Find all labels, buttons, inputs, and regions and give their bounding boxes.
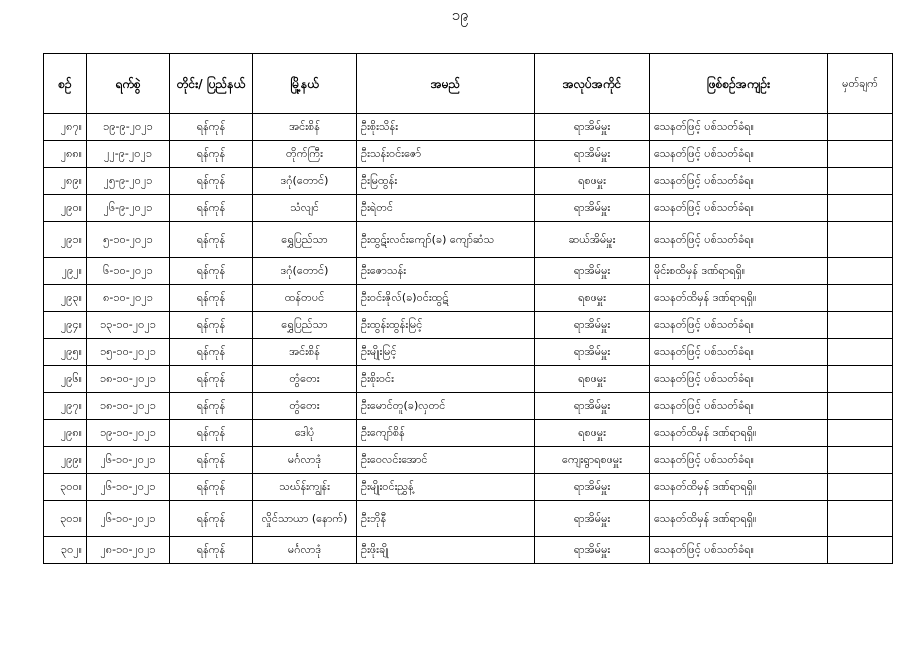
cell-no: ၂၉၃။ — [44, 285, 87, 312]
cell-name: ဦးဇောသန်း — [357, 258, 535, 285]
cell-remarks — [828, 501, 893, 537]
cell-no: ၂၉၆။ — [44, 366, 87, 393]
cell-region: ရန်ကုန် — [170, 393, 253, 420]
cell-name: ဦးသန်းဝင်းဇော် — [357, 141, 535, 168]
cell-remarks — [828, 537, 893, 564]
cell-township: မင်္ဂလာဒုံ — [253, 537, 357, 564]
header-row — [44, 54, 893, 114]
cell-remarks — [828, 222, 893, 258]
table-row — [44, 141, 893, 168]
cell-date: ၁၈-၁၀-၂၀၂၁ — [87, 366, 170, 393]
cell-occupation: ရာအိမ်မှူး — [535, 141, 650, 168]
cell-region: ရန်ကုန် — [170, 447, 253, 474]
cell-date: ၂၆-၉-၂၀၂၁ — [87, 195, 170, 222]
cell-township: ရွှေပြည်သာ — [253, 222, 357, 258]
cell-occupation: ရစဖမှူး — [535, 285, 650, 312]
cell-no: ၃၀၀။ — [44, 474, 87, 501]
cell-region: ရန်ကုန် — [170, 537, 253, 564]
cell-region: ရန်ကုန် — [170, 366, 253, 393]
table-row — [44, 393, 893, 420]
cell-no: ၂၉၅။ — [44, 339, 87, 366]
table-row — [44, 258, 893, 285]
cell-region: ရန်ကုန် — [170, 222, 253, 258]
cell-name: ဦးမောင်တူ(ခ)လှတင် — [357, 393, 535, 420]
cell-region: ရန်ကုန် — [170, 195, 253, 222]
page-number: ၁၉ — [451, 6, 469, 24]
cell-remarks — [828, 312, 893, 339]
cell-date: ၂၆-၁၀-၂၀၂၁ — [87, 501, 170, 537]
cell-no: ၂၉၁။ — [44, 222, 87, 258]
cell-name: ဦးဝေလင်းအောင် — [357, 447, 535, 474]
cell-remarks — [828, 141, 893, 168]
cell-no: ၃၀၁။ — [44, 501, 87, 537]
cell-remarks — [828, 285, 893, 312]
cell-region: ရန်ကုန် — [170, 501, 253, 537]
cell-status: သေနတ်ဖြင့် ပစ်သတ်ခံရ။ — [650, 339, 828, 366]
table-row — [44, 420, 893, 447]
cell-no: ၂၈၉။ — [44, 168, 87, 195]
cell-date: ၁၉-၁၀-၂၀၂၁ — [87, 420, 170, 447]
table-row — [44, 312, 893, 339]
cell-no: ၂၉၇။ — [44, 393, 87, 420]
cell-date: ၁၉-၉-၂၀၂၁ — [87, 114, 170, 141]
cell-remarks — [828, 168, 893, 195]
cell-date: ၂၈-၁၀-၂၀၂၁ — [87, 537, 170, 564]
cell-date: ၁၅-၁၀-၂၀၂၁ — [87, 339, 170, 366]
cell-status: သေနတ်ထိမှန် ဒဏ်ရာရရှိ။ — [650, 420, 828, 447]
cell-status: သေနတ်ထိမှန် ဒဏ်ရာရရှိ။ — [650, 501, 828, 537]
cell-name: ဦးဘိုနီ — [357, 501, 535, 537]
cell-name: ဦးမျိုးမြင့် — [357, 339, 535, 366]
table-body — [44, 114, 893, 564]
cell-township: ဒဂုံ(တောင်) — [253, 168, 357, 195]
cell-township: ထန်တပင် — [253, 285, 357, 312]
cell-no: ၂၉၉။ — [44, 447, 87, 474]
cell-name: ဦးစိုးဝင်း — [357, 366, 535, 393]
cell-date: ၂၂-၉-၂၀၂၁ — [87, 141, 170, 168]
cell-status: သေနတ်ဖြင့် ပစ်သတ်ခံရ။ — [650, 195, 828, 222]
cell-name: ဦးမျိုးဝင်းညွှန့် — [357, 474, 535, 501]
cell-township: သဃ်န်းကျွန်း — [253, 474, 357, 501]
cell-region: ရန်ကုန် — [170, 168, 253, 195]
header-remarks: မှတ်ချက် — [828, 54, 893, 114]
cell-region: ရန်ကုန် — [170, 285, 253, 312]
table-row — [44, 114, 893, 141]
cell-status: သေနတ်ဖြင့် ပစ်သတ်ခံရ။ — [650, 222, 828, 258]
cell-remarks — [828, 420, 893, 447]
cell-township: အင်းစိန် — [253, 114, 357, 141]
cell-status: မိုင်းစထိမှန် ဒဏ်ရာရရှိ။ — [650, 258, 828, 285]
table-row — [44, 339, 893, 366]
cell-occupation: ကျေးရွာရစဖမှူး — [535, 447, 650, 474]
cell-township: ရွှေပြည်သာ — [253, 312, 357, 339]
cell-no: ၂၉၄။ — [44, 312, 87, 339]
cell-region: ရန်ကုန် — [170, 141, 253, 168]
cell-no: ၃၀၂။ — [44, 537, 87, 564]
cell-township: ဒဂုံ(တောင်) — [253, 258, 357, 285]
table-row — [44, 222, 893, 258]
cell-occupation: ရာအိမ်မှူး — [535, 114, 650, 141]
cell-name: ဦးမြထွန်း — [357, 168, 535, 195]
cell-remarks — [828, 114, 893, 141]
cell-date: ၅-၁၀-၂၀၂၁ — [87, 222, 170, 258]
cell-status: သေနတ်ထိမှန် ဒဏ်ရာရရှိ။ — [650, 285, 828, 312]
cell-occupation: ရစဖမှူး — [535, 168, 650, 195]
cell-date: ၆-၁၀-၂၀၂၁ — [87, 258, 170, 285]
cell-status: သေနတ်ဖြင့် ပစ်သတ်ခံရ။ — [650, 312, 828, 339]
cell-region: ရန်ကုန် — [170, 420, 253, 447]
cell-name: ဦးရဲတင် — [357, 195, 535, 222]
cell-occupation: ရာအိမ်မှူး — [535, 258, 650, 285]
cell-occupation: ရာအိမ်မှူး — [535, 501, 650, 537]
cell-remarks — [828, 393, 893, 420]
cell-name: ဦးစိုးသိန်း — [357, 114, 535, 141]
header-occupation: အလုပ်အကိုင် — [535, 54, 650, 114]
table-row — [44, 474, 893, 501]
cell-township: တွံတေး — [253, 393, 357, 420]
cell-occupation: ရစဖမှူး — [535, 366, 650, 393]
cell-occupation: ရာအိမ်မှူး — [535, 339, 650, 366]
cell-remarks — [828, 447, 893, 474]
cell-status: သေနတ်ဖြင့် ပစ်သတ်ခံရ။ — [650, 393, 828, 420]
cell-occupation: ဆယ်အိမ်မှူး — [535, 222, 650, 258]
cell-region: ရန်ကုန် — [170, 312, 253, 339]
cell-status: သေနတ်ထိမှန် ဒဏ်ရာရရှိ။ — [650, 474, 828, 501]
cell-name: ဦးဖိုးချို — [357, 537, 535, 564]
cell-remarks — [828, 474, 893, 501]
cell-remarks — [828, 339, 893, 366]
header-name: အမည် — [357, 54, 535, 114]
records-table — [43, 53, 893, 564]
cell-occupation: ရာအိမ်မှူး — [535, 537, 650, 564]
cell-remarks — [828, 366, 893, 393]
cell-no: ၂၉၈။ — [44, 420, 87, 447]
cell-occupation: ရာအိမ်မှူး — [535, 195, 650, 222]
cell-no: ၂၉၀။ — [44, 195, 87, 222]
cell-date: ၈-၁၀-၂၀၂၁ — [87, 285, 170, 312]
cell-date: ၁၃-၁၀-၂၀၂၁ — [87, 312, 170, 339]
cell-date: ၂၅-၉-၂၀၂၁ — [87, 168, 170, 195]
cell-name: ဦးဝင်းဇိုလ်(ခ)ဝင်းထွဋ် — [357, 285, 535, 312]
table-row — [44, 366, 893, 393]
cell-region: ရန်ကုန် — [170, 114, 253, 141]
cell-status: သေနတ်ဖြင့် ပစ်သတ်ခံရ။ — [650, 168, 828, 195]
cell-status: သေနတ်ဖြင့် ပစ်သတ်ခံရ။ — [650, 447, 828, 474]
cell-township: တွံတေး — [253, 366, 357, 393]
table-row — [44, 447, 893, 474]
cell-region: ရန်ကုန် — [170, 258, 253, 285]
header-region: တိုင်း/ ပြည်နယ် — [170, 54, 253, 114]
header-date: ရက်စွဲ — [87, 54, 170, 114]
cell-name: ဦးကျော်စိန် — [357, 420, 535, 447]
cell-region: ရန်ကုန် — [170, 474, 253, 501]
cell-remarks — [828, 258, 893, 285]
cell-region: ရန်ကုန် — [170, 339, 253, 366]
header-status: ဖြစ်စဉ်အကျဉ်း — [650, 54, 828, 114]
cell-status: သေနတ်ဖြင့် ပစ်သတ်ခံရ။ — [650, 366, 828, 393]
cell-no: ၂၈၇။ — [44, 114, 87, 141]
cell-occupation: ရာအိမ်မှူး — [535, 474, 650, 501]
cell-date: ၁၈-၁၀-၂၀၂၁ — [87, 393, 170, 420]
cell-no: ၂၉၂။ — [44, 258, 87, 285]
table-row — [44, 168, 893, 195]
cell-remarks — [828, 195, 893, 222]
cell-occupation: ရစဖမှူး — [535, 420, 650, 447]
cell-date: ၂၆-၁၀-၂၀၂၁ — [87, 474, 170, 501]
cell-township: လှိုင်သာယာ (နောက်) — [253, 501, 357, 537]
cell-occupation: ရာအိမ်မှူး — [535, 312, 650, 339]
cell-no: ၂၈၈။ — [44, 141, 87, 168]
cell-status: သေနတ်ဖြင့် ပစ်သတ်ခံရ။ — [650, 114, 828, 141]
cell-date: ၂၆-၁၀-၂၀၂၁ — [87, 447, 170, 474]
cell-township: တိုက်ကြီး — [253, 141, 357, 168]
header-no: စဉ် — [44, 54, 87, 114]
cell-occupation: ရာအိမ်မှူး — [535, 393, 650, 420]
cell-township: မင်္ဂလာဒုံ — [253, 447, 357, 474]
table-row — [44, 195, 893, 222]
table-row — [44, 537, 893, 564]
cell-status: သေနတ်ဖြင့် ပစ်သတ်ခံရ။ — [650, 537, 828, 564]
table-row — [44, 285, 893, 312]
cell-status: သေနတ်ဖြင့် ပစ်သတ်ခံရ။ — [650, 141, 828, 168]
header-township: မြို့နယ် — [253, 54, 357, 114]
cell-township: အင်းစိန် — [253, 339, 357, 366]
cell-township: သံလျင် — [253, 195, 357, 222]
cell-name: ဦးထွဋ်းလင်းကျော်(ခ) ကျော်ဆံသ — [357, 222, 535, 258]
cell-name: ဦးထွန်းထွန်းမြင့် — [357, 312, 535, 339]
table-row — [44, 501, 893, 537]
cell-township: ဒေါပုံ — [253, 420, 357, 447]
